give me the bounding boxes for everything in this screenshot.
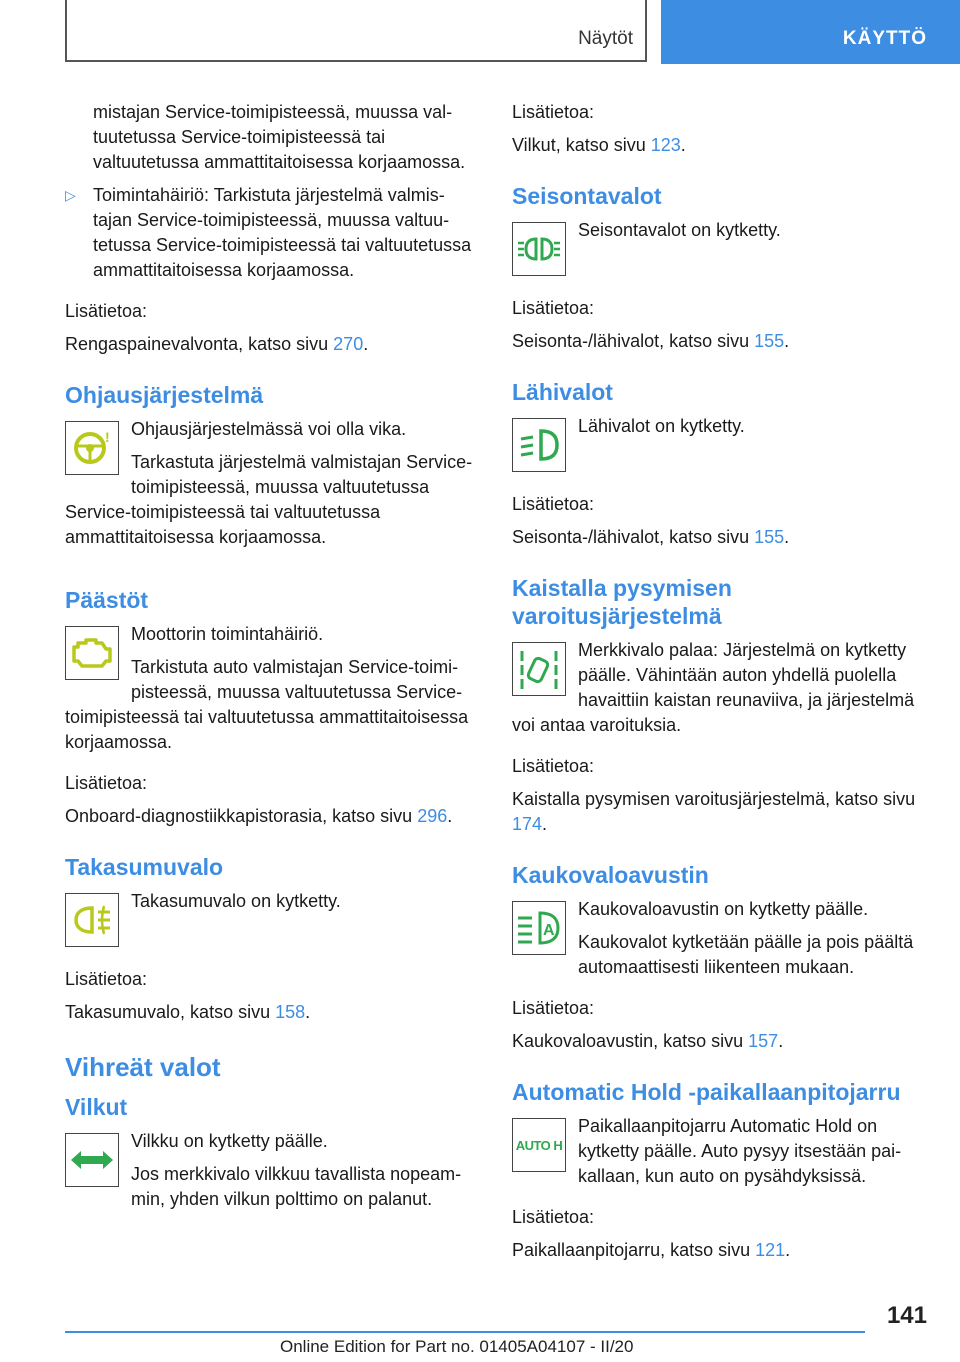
bullet-item [65, 183, 477, 283]
page-link[interactable]: 296 [417, 806, 448, 826]
heading-parking: Seisontavalot [512, 183, 662, 209]
page-link[interactable]: 157 [748, 1031, 779, 1051]
steering-line1: Ohjausjärjestelmässä voi olla vika. [131, 419, 407, 439]
info-reference: Vilkut, katso sivu 123. [512, 135, 686, 155]
info-reference: Onboard-diagnostiikkapistorasia, katso sivu 296. [65, 806, 453, 826]
footer-edition: Online Edition for Part no. 01405A04107 - II/20 [280, 1337, 634, 1356]
info-label: Lisätietoa: [512, 998, 595, 1018]
section-rearfog [65, 889, 477, 951]
info-label: Lisätietoa: [512, 756, 595, 776]
steering-warning-icon [65, 421, 119, 475]
info-reference: Seisonta-/lähivalot, katso sivu 155. [512, 331, 790, 351]
turn-line1: Vilkku on kytketty päälle. [131, 1131, 328, 1151]
page-link[interactable]: 270 [333, 334, 364, 354]
parking-lights-icon [512, 222, 566, 276]
engine-check-icon [65, 626, 119, 680]
info-label: Lisätietoa: [65, 969, 148, 989]
section-steering [65, 417, 477, 550]
lane-line1: Merkkivalo palaa: Järjestelmä on kytketty päälle. Vähintään auton yhdellä puolella havaittiin kaistan reunaviiva, ja järjestelmä voi antaa varoituksia. [512, 640, 915, 735]
svg-text:A: A [543, 922, 555, 939]
footer-divider [65, 1331, 865, 1333]
info-label: Lisätietoa: [512, 494, 595, 514]
continued-bullet-text: mistajan Service-toimipisteessä, muussa valtuutetussa Service-toimipisteessä tai valtuutetussa ammattitaitoisessa korjaamossa. [93, 102, 466, 172]
highbeam-line2: Kaukovalot kytketään päälle ja pois päältä automaattisesti liikenteen mukaan. [578, 932, 914, 977]
turn-signal-icon [65, 1133, 119, 1187]
section-autohold [512, 1114, 932, 1189]
info-reference: Takasumuvalo, katso sivu 158. [65, 1002, 311, 1022]
info-label: Lisätietoa: [512, 1207, 595, 1227]
lowbeam-line1: Lähivalot on kytketty. [578, 416, 745, 436]
section-turn [65, 1129, 477, 1212]
heading-autohold: Automatic Hold -paikallaanpitojarru [512, 1079, 901, 1105]
info-reference: Kaistalla pysymisen varoitusjärjestelmä, katso sivu 174. [512, 789, 916, 834]
section-lowbeam [512, 414, 932, 476]
heading-rearfog: Takasumuvalo [65, 854, 224, 880]
section-parking [512, 218, 932, 280]
turn-line2: Jos merkkivalo vilkkuu tavallista nopeammin, yhden vilkun polttimo on palanut. [131, 1164, 462, 1209]
heading-highbeam: Kaukovaloavustin [512, 862, 709, 888]
section-emissions [65, 622, 477, 755]
bullet-text: Toimintahäiriö: Tarkistuta järjestelmä valmistajan Service-toimipisteessä, muussa valtuutetussa Service-toimipisteessä tai valtuutetussa ammattitaitoisessa korjaamossa. [93, 185, 472, 280]
heading-lowbeam: Lähivalot [512, 379, 613, 405]
heading-emissions: Päästöt [65, 587, 149, 613]
page-link[interactable]: 158 [275, 1002, 306, 1022]
page-link[interactable]: 174 [512, 814, 543, 834]
page-number: 141 [886, 1302, 927, 1329]
chapter-title: KÄYTTÖ [842, 28, 927, 49]
page-link[interactable]: 123 [650, 135, 681, 155]
heading-turn: Vilkut [65, 1094, 128, 1120]
section-highbeam [512, 897, 932, 980]
page-link[interactable]: 155 [754, 527, 785, 547]
lane-departure-icon [512, 642, 566, 696]
highbeam-line1: Kaukovaloavustin on kytketty päälle. [578, 899, 869, 919]
triangle-bullet-icon: ▷ [65, 187, 76, 203]
auto-hold-icon [512, 1118, 566, 1172]
emissions-line1: Moottorin toimintahäiriö. [131, 624, 324, 644]
info-reference: Kaukovaloavustin, katso sivu 157. [512, 1031, 784, 1051]
heading-lane: Kaistalla pysymisen varoitusjärjestelmä [512, 575, 732, 629]
info-label: Lisätietoa: [65, 773, 148, 793]
info-label: Lisätietoa: [512, 102, 595, 122]
info-reference: Paikallaanpitojarru, katso sivu 121. [512, 1240, 791, 1260]
header-chapter-tab [661, 0, 960, 64]
svg-text:!: ! [105, 429, 110, 445]
left-column [65, 100, 477, 1212]
rear-fog-light-icon [65, 893, 119, 947]
auto-hold-icon-text: AUTO H [515, 1137, 563, 1153]
info-reference: Seisonta-/lähivalot, katso sivu 155. [512, 527, 790, 547]
low-beam-icon [512, 418, 566, 472]
info-reference: Rengaspainevalvonta, katso sivu 270. [65, 334, 369, 354]
page-link[interactable]: 121 [755, 1240, 786, 1260]
heading-green-lights: Vihreät valot [65, 1052, 221, 1082]
parking-line1: Seisontavalot on kytketty. [578, 220, 781, 240]
right-column [512, 100, 932, 1263]
autohold-line1: Paikallaanpitojarru Automatic Hold on kytketty päälle. Auto pysyy itsestään paikallaan, kun auto on pysähdyksissä. [578, 1116, 902, 1186]
rearfog-line1: Takasumuvalo on kytketty. [131, 891, 341, 911]
section-lane [512, 638, 932, 738]
info-label: Lisätietoa: [512, 298, 595, 318]
info-label: Lisätietoa: [65, 301, 148, 321]
steering-line2: Tarkastuta järjestelmä valmistajan Service-toimipisteessä, muussa valtuutetussa Service-toimipisteessä tai valtuutetussa ammattitaitoisessa korjaamossa. [65, 452, 473, 547]
heading-steering: Ohjausjärjestelmä [65, 382, 264, 408]
page-link[interactable]: 155 [754, 331, 785, 351]
emissions-line2: Tarkistuta auto valmistajan Service-toimipisteessä, muussa valtuutetussa Service-toimipisteessä tai valtuutetussa ammattitaitoisessa korjaamossa. [65, 657, 469, 752]
high-beam-assist-icon [512, 901, 566, 955]
section-title: Näytöt [578, 28, 633, 49]
header-section-tab [65, 0, 647, 62]
